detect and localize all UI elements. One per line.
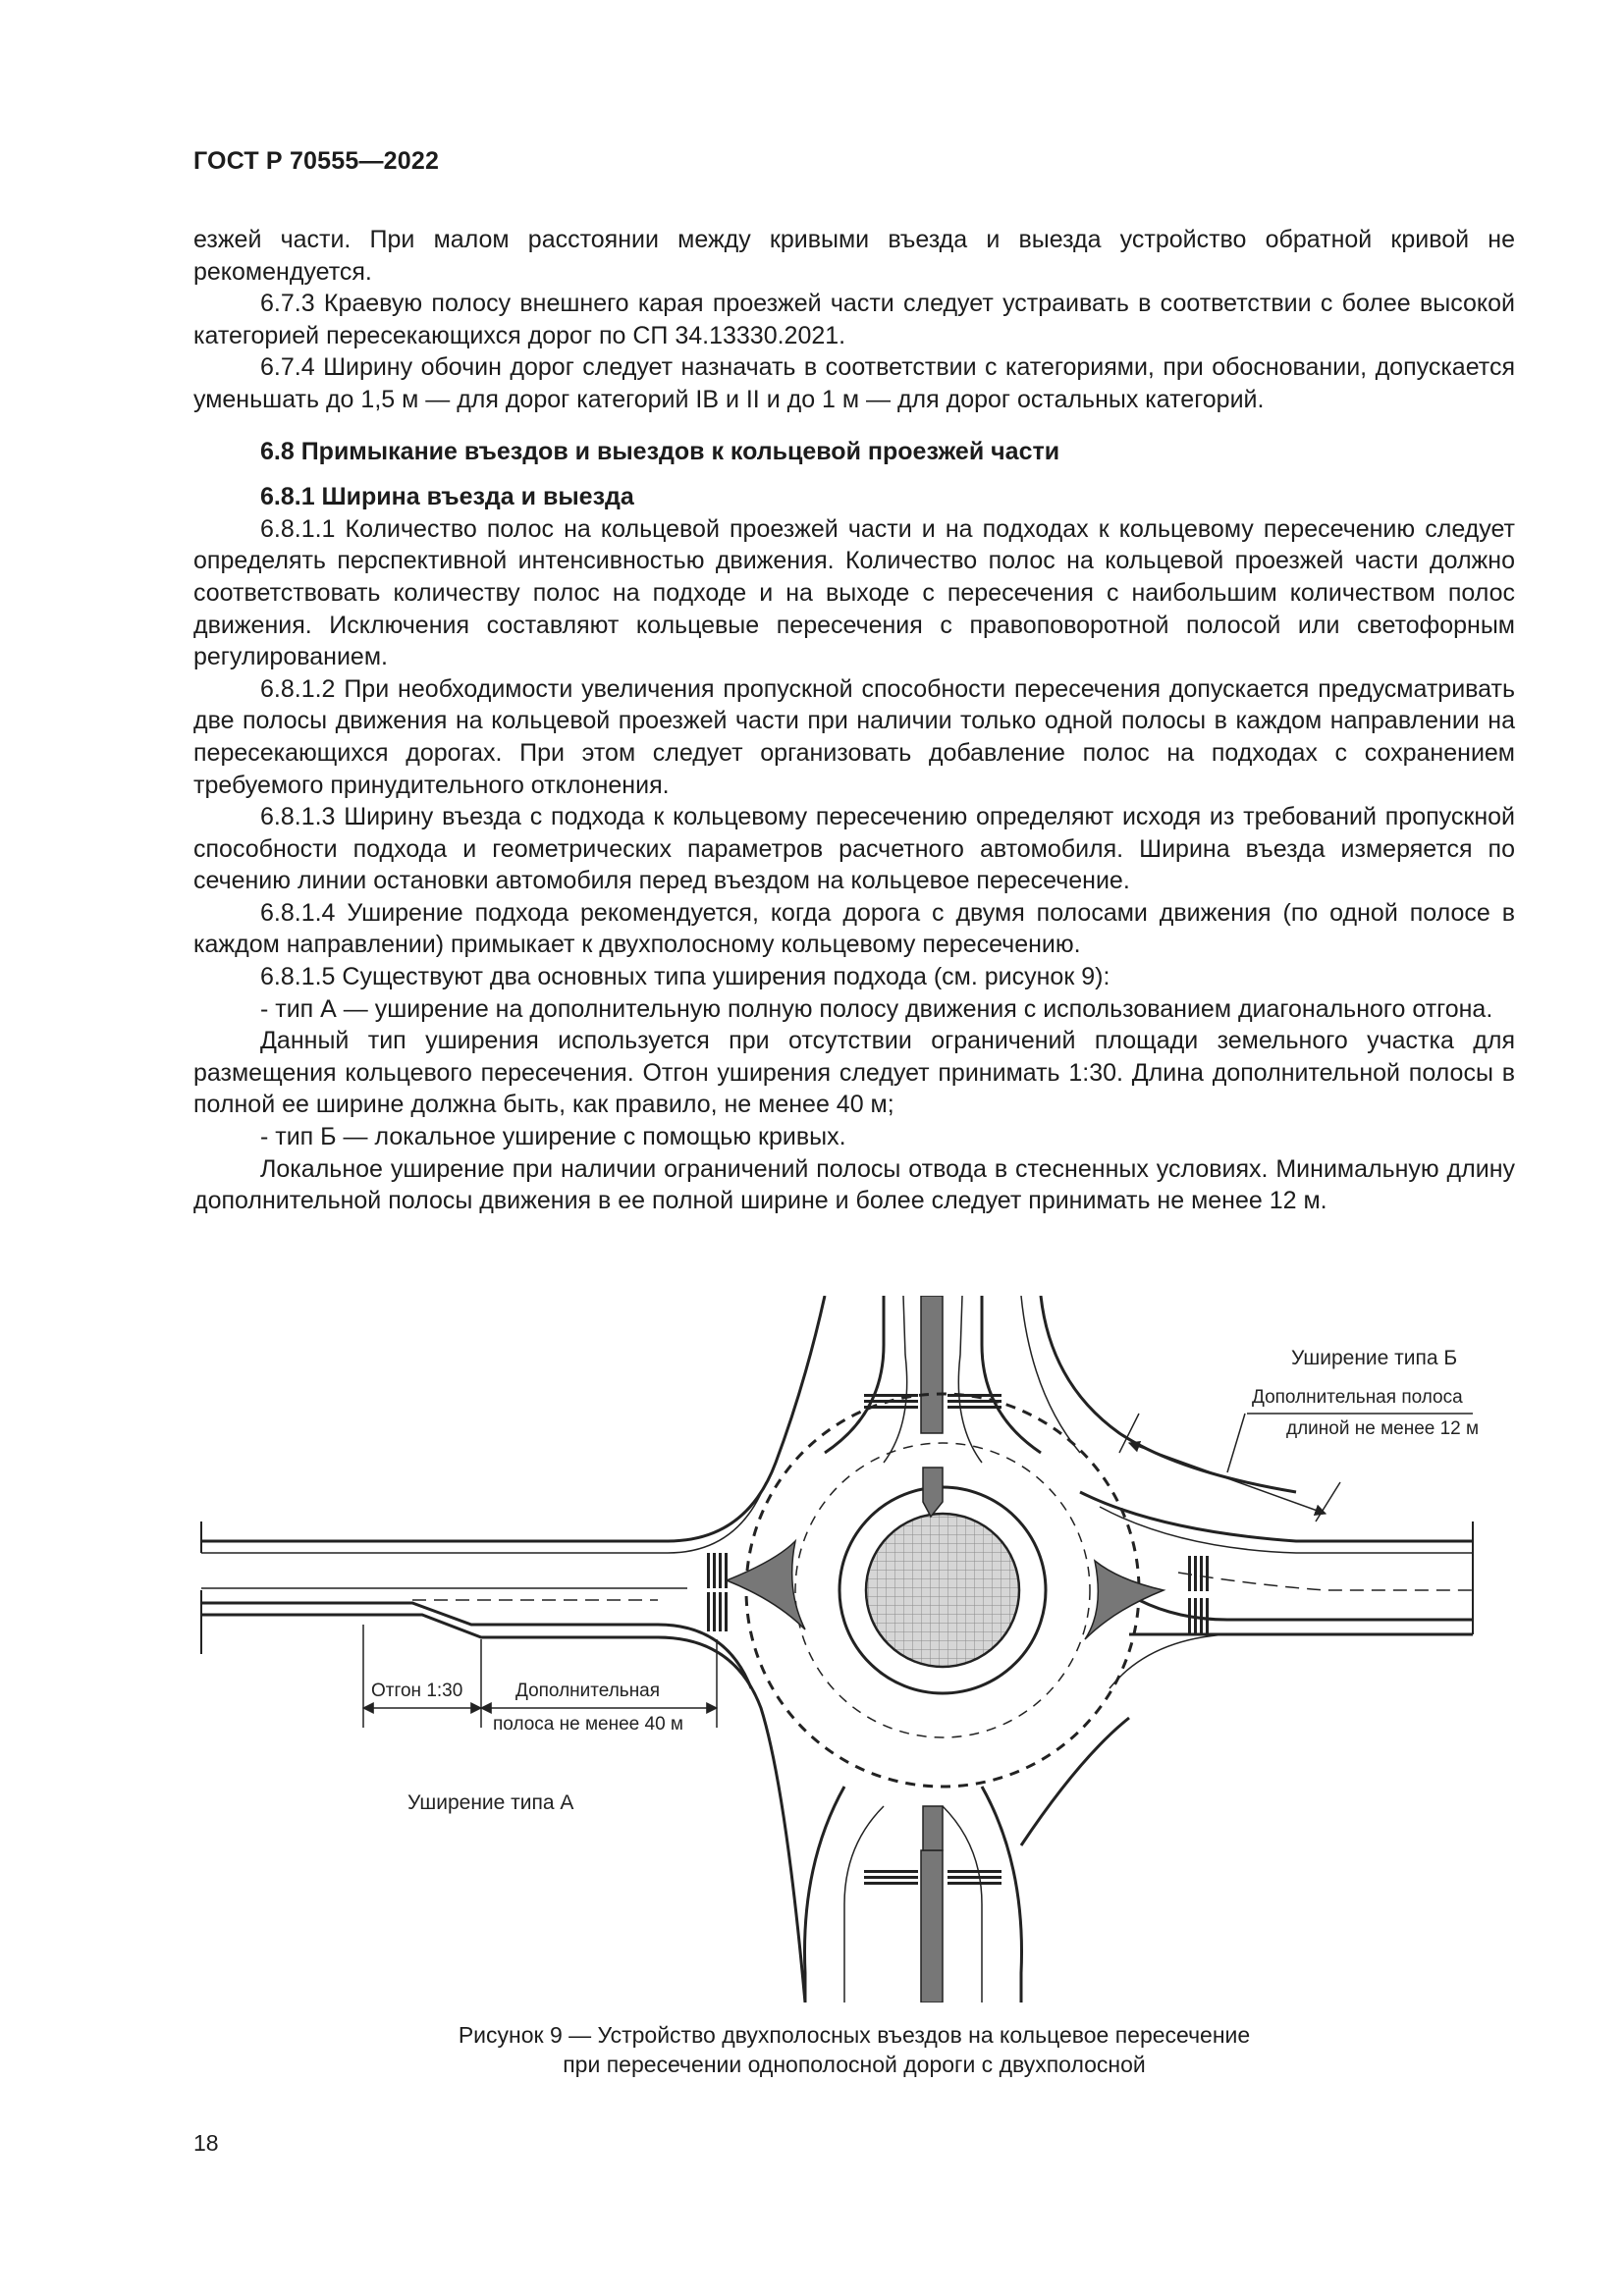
subsection-heading-6-8-1: 6.8.1 Ширина въезда и выезда — [260, 483, 634, 511]
label-extra-lane-b-line2: длиной не менее 12 м — [1286, 1418, 1480, 1439]
west-north-edge — [201, 1296, 825, 1541]
list-item-type-a: - тип А — уширение на дополнительную полную полосу движения с использованием диагонального отгона. — [260, 994, 1493, 1023]
label-extra-lane-b-line1: Дополнительная полоса — [1252, 1387, 1463, 1408]
paragraph-continuation: езжей части. При малом расстоянии между кривыми въезда и выезда устройство обратной кривой не рекомендуется. — [193, 226, 1515, 286]
label-extra-lane-a-line1: Дополнительная — [515, 1681, 661, 1701]
paragraph-type-a-description: Данный тип уширения используется при отсутствии ограничений площади земельного участка для размещения кольцевого пересечения. Отгон уширения следует принимать 1:30. Длина дополнительной полосы в полной ее ширине должна быть, как правило, не менее 40 м; — [193, 1027, 1515, 1119]
roundabout-figure — [196, 1296, 1483, 2002]
east-splitter-island — [1085, 1561, 1164, 1639]
caption-line-1: Рисунок 9 — Устройство двухполосных въездов на кольцевое пересечение — [458, 2022, 1251, 2048]
figure-caption — [193, 2020, 1515, 2079]
paragraph-6-8-1-2: 6.8.1.2 При необходимости увеличения пропускной способности пересечения допускается предусматривать две полосы движения на кольцевой проезжей части при наличии только одной полосы в каждом направлении на пересекающихся дорогах. При этом следует организовать добавление полос на подходах с сохранением требуемого принудительного отклонения. — [193, 674, 1515, 799]
west-approach — [201, 1296, 825, 2002]
page-number: 18 — [193, 2130, 219, 2156]
label-type-a: Уширение типа А — [407, 1791, 574, 1814]
paragraph-6-8-1-4: 6.8.1.4 Уширение подхода рекомендуется, когда дорога с двумя полосами движения (по одной полосе в каждом направлении) примыкает к двухполосному кольцевому пересечению. — [193, 898, 1515, 959]
central-island — [866, 1514, 1019, 1667]
label-taper: Отгон 1:30 — [371, 1681, 463, 1701]
paragraph-type-b-description: Локальное уширение при наличии ограничений полосы отвода в стесненных условиях. Минимальную длину дополнительной полосы движения в ее полной ширине и более следует принимать не менее 12 м. — [193, 1154, 1515, 1215]
document-header: ГОСТ Р 70555—2022 — [193, 147, 440, 175]
paragraph-6-8-1-5: 6.8.1.5 Существуют два основных типа уширения подхода (см. рисунок 9): — [260, 963, 1110, 991]
paragraph-6-7-4: 6.7.4 Ширину обочин дорог следует назначать в соответствии с категориями, при обосновании, допускается уменьшать до 1,5 м — для дорог категорий IВ и II и до 1 м — для дорог остальных категорий. — [193, 353, 1515, 413]
label-extra-lane-a-line2: полоса не менее 40 м — [493, 1714, 683, 1735]
section-heading-6-8: 6.8 Примыкание въездов и выездов к кольцевой проезжей части — [260, 437, 1060, 465]
paragraph-6-7-3: 6.7.3 Краевую полосу внешнего карая проезжей части следует устраивать в соответствии с более высокой категорией пересекающихся дорог по СП 34.13330.2021. — [193, 290, 1515, 349]
west-splitter-island — [727, 1541, 805, 1629]
south-approach — [805, 1718, 1130, 2002]
body-text — [193, 224, 1515, 1217]
caption-line-2: при пересечении однополосной дороги с двухполосной — [563, 2052, 1146, 2077]
dimension-type-a — [363, 1625, 717, 1728]
label-type-b: Уширение типа Б — [1291, 1347, 1458, 1369]
paragraph-6-8-1-3: 6.8.1.3 Ширину въезда с подхода к кольцевому пересечению определяют исходя из требований пропускной способности подхода и геометрических параметров расчетного автомобиля. Ширина въезда измеряется по сечению линии остановки автомобиля перед въездом на кольцевое пересечение. — [193, 803, 1515, 895]
list-item-type-b: - тип Б — локальное уширение с помощью кривых. — [260, 1123, 846, 1151]
paragraph-6-8-1-1: 6.8.1.1 Количество полос на кольцевой проезжей части и на подходах к кольцевому пересечению следует определять перспективной интенсивностью движения. Количество полос на кольцевой проезжей части должно соответствовать количеству полос на подходе и на выходе с пересечения с наибольшим количеством полос движения. Исключения составляют кольцевые пересечения с правоповоротной полосой или светофорным регулированием. — [193, 514, 1515, 671]
